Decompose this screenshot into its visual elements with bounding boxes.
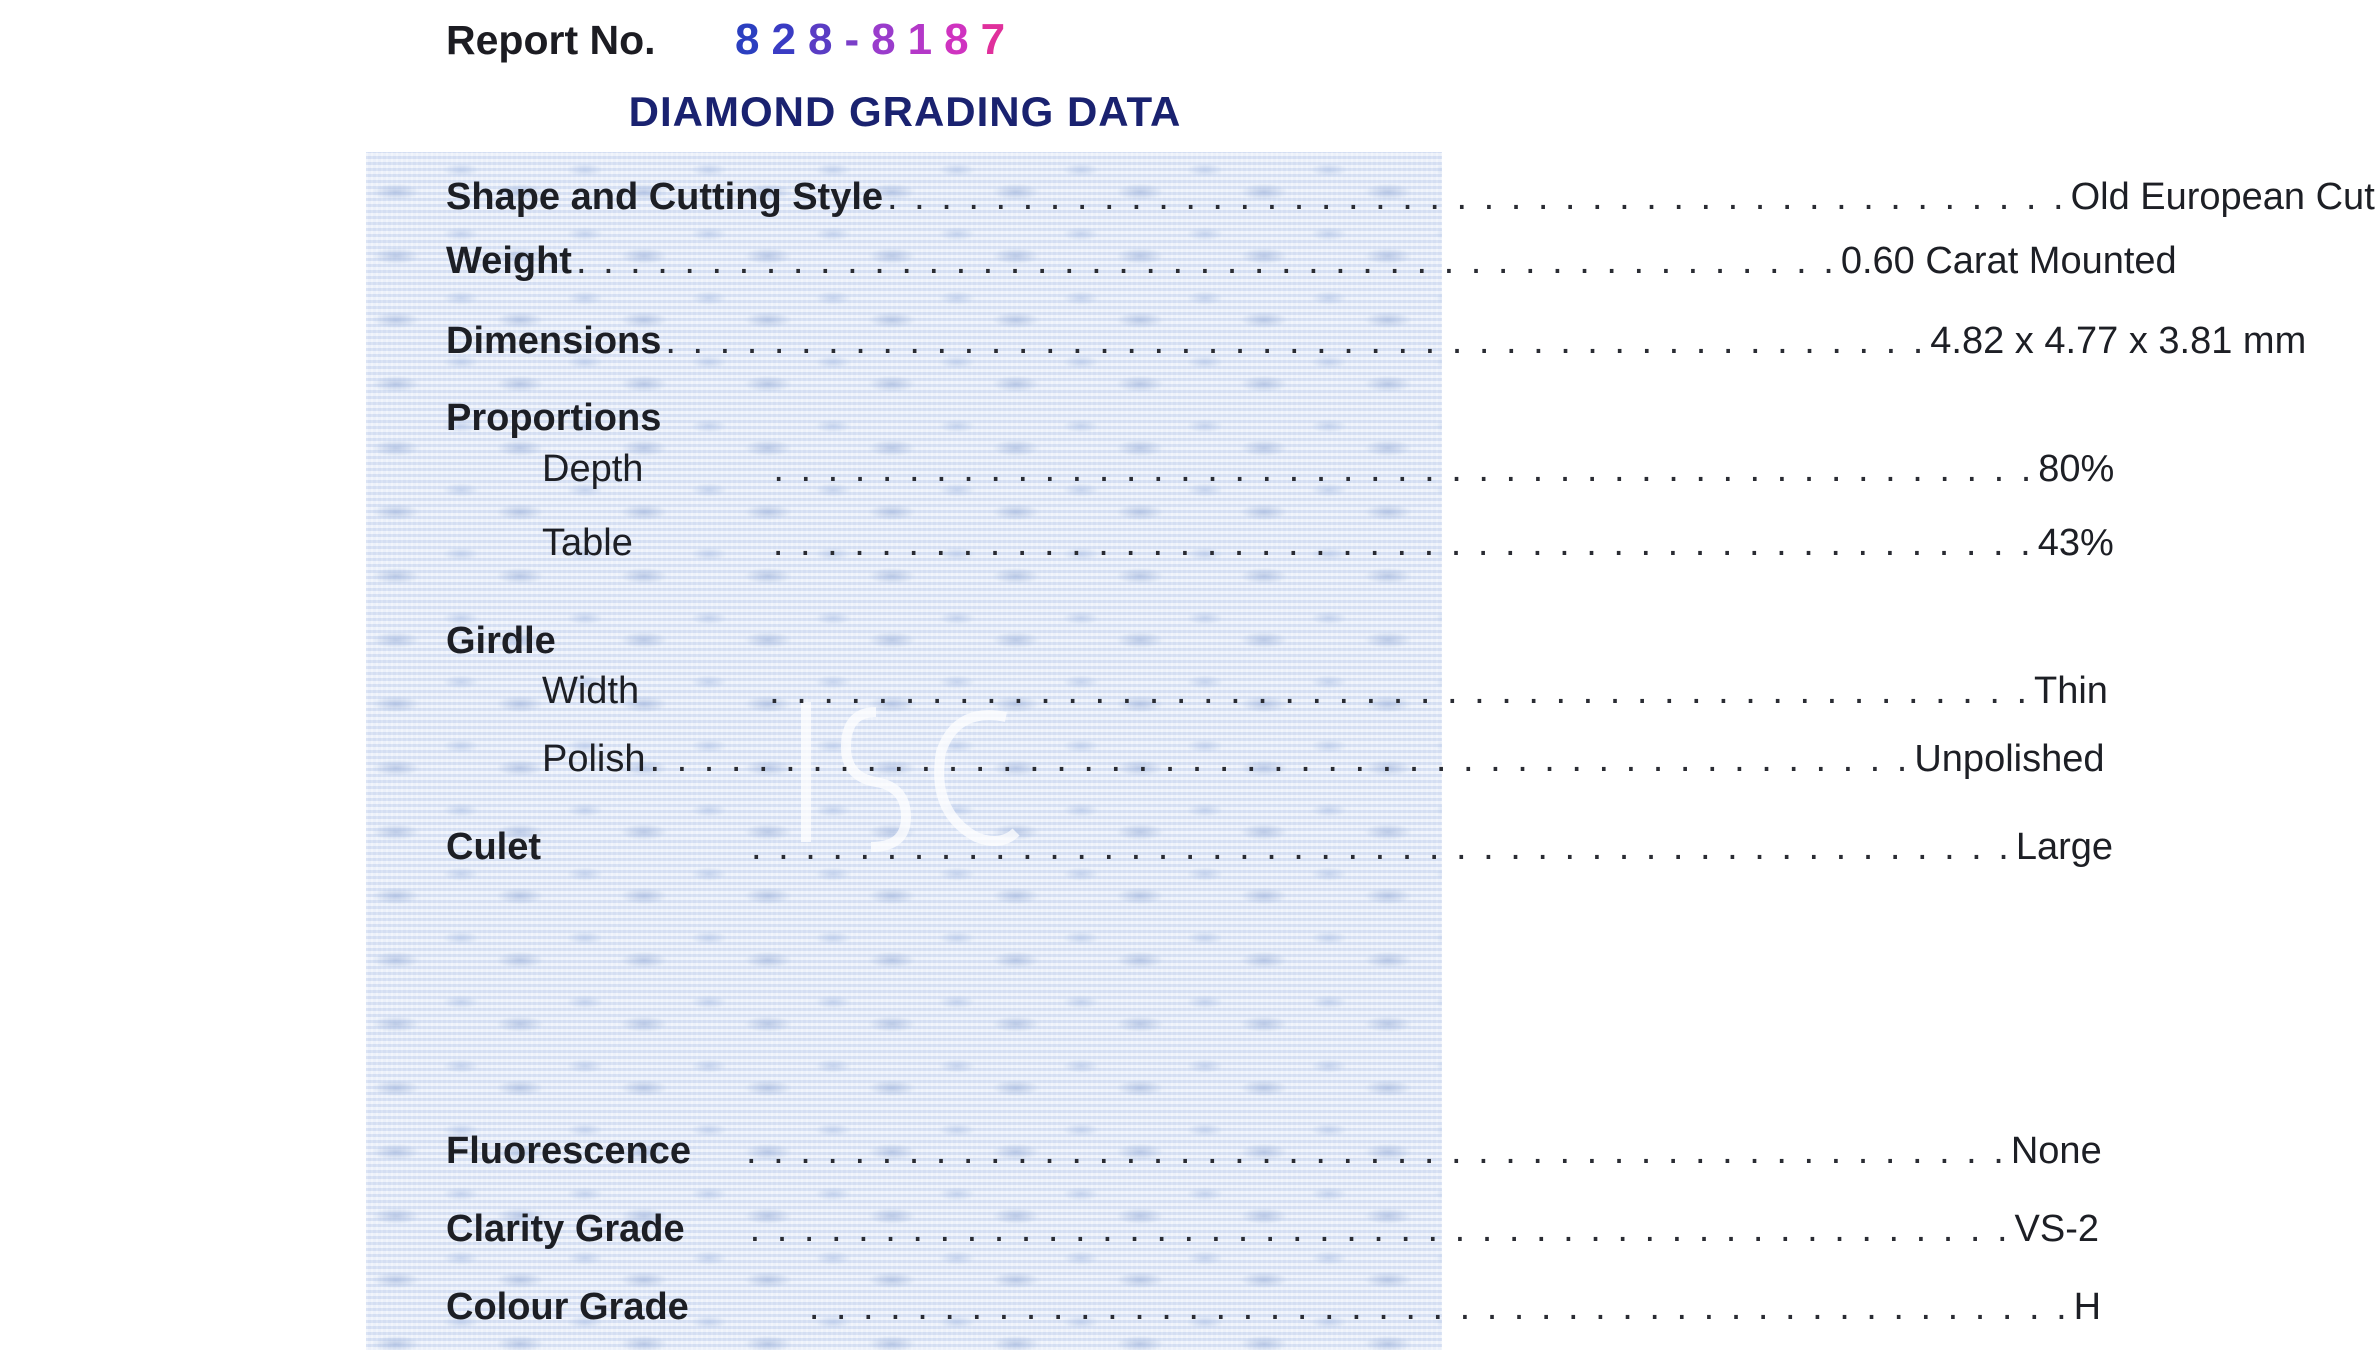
shape-row (446, 176, 2375, 219)
report-label: Report No. (446, 16, 656, 63)
shape-label: Shape and Cutting Style (446, 176, 884, 218)
fluorescence-value: None (2010, 1130, 2102, 1172)
shape-value: Old European Cut (2070, 176, 2375, 218)
dot-leader: . . . . . . . . . . . . . . . . . . . . . . . . . . . . . . . . . . . . . . . . . . . . (887, 176, 2067, 218)
table-row (542, 522, 2114, 565)
dot-leader: . . . . . . . . . . . . . . . . . . . . . . . . . . . . . . . . . . . . . . . . . . . . . . . (769, 670, 2030, 712)
girdle-width-value: Thin (2034, 670, 2108, 712)
girdle-polish-value: Unpolished (1914, 738, 2105, 780)
table-value: 43% (2037, 522, 2114, 564)
report-number-line (446, 10, 656, 70)
weight-row (446, 240, 2177, 283)
table-label: Table (542, 522, 633, 564)
culet-row (446, 826, 2114, 869)
culet-label: Culet (446, 826, 541, 868)
fluorescence-label: Fluorescence (446, 1130, 691, 1172)
dot-leader: . . . . . . . . . . . . . . . . . . . . . . . . . . . . . . . . . . . . . . . . . . . . . . . (746, 1130, 2007, 1172)
dot-leader: . . . . . . . . . . . . . . . . . . . . . . . . . . . . . . . . . . . . . . . . . . . . . . . (772, 522, 2034, 564)
weight-value: 0.60 Carat Mounted (1840, 240, 2177, 282)
depth-label: Depth (542, 448, 644, 490)
report-number-char: 7 (980, 15, 1012, 64)
dot-leader: . . . . . . . . . . . . . . . . . . . . . . . . . . . . . . . . . . . . . . . . . . . . . . . (575, 240, 1837, 282)
depth-value: 80% (2038, 448, 2115, 490)
culet-value: Large (2015, 826, 2114, 868)
clarity-row (446, 1208, 2099, 1251)
report-number-char: - (844, 15, 866, 64)
dot-leader: . . . . . . . . . . . . . . . . . . . . . . . . . . . . . . . . . . . . . . . . . . . . . . . (749, 1208, 2011, 1250)
weight-label: Weight (446, 240, 572, 282)
girdle-polish-label: Polish (542, 738, 646, 780)
colour-value: H (2073, 1286, 2102, 1328)
dot-leader: . . . . . . . . . . . . . . . . . . . . . . . . . . . . . . . . . . . . . . . . . . . . . . . (649, 738, 1911, 780)
colour-label: Colour Grade (446, 1286, 689, 1328)
fluorescence-row (446, 1130, 2102, 1173)
girdle-polish-row (542, 738, 2105, 781)
dot-leader: . . . . . . . . . . . . . . . . . . . . . . . . . . . . . . . . . . . . . . . . . . . . . . . (751, 826, 2012, 868)
document-title: DIAMOND GRADING DATA (628, 88, 1182, 135)
report-number-char: 2 (771, 15, 802, 64)
report-number-char: 8 (871, 15, 902, 64)
girdle-width-label: Width (542, 670, 640, 712)
dimensions-label: Dimensions (446, 320, 662, 362)
girdle-heading: Girdle (446, 620, 556, 662)
grading-data-panel (366, 152, 2375, 1350)
dimensions-row (446, 320, 2307, 363)
girdle-width-row (542, 670, 2108, 713)
report-number-char: 8 (807, 15, 839, 64)
dot-leader: . . . . . . . . . . . . . . . . . . . . . . . . . . . . . . . . . . . . . . . . . . . . . . . (773, 448, 2035, 490)
dot-leader: . . . . . . . . . . . . . . . . . . . . . . . . . . . . . . . . . . . . . . . . . . . . . . . (665, 320, 1927, 362)
clarity-value: VS-2 (2014, 1208, 2099, 1250)
proportions-heading: Proportions (446, 397, 662, 439)
colour-row (446, 1286, 2102, 1329)
report-number-char: 8 (944, 15, 975, 64)
dot-leader: . . . . . . . . . . . . . . . . . . . . . . . . . . . . . . . . . . . . . . . . . . . . . . . (808, 1286, 2070, 1328)
report-number-char: 1 (907, 15, 939, 64)
report-number (735, 10, 1017, 70)
clarity-label: Clarity Grade (446, 1208, 685, 1250)
depth-row (542, 448, 2115, 491)
report-number-char: 8 (735, 15, 766, 64)
dimensions-value: 4.82 x 4.77 x 3.81 mm (1930, 320, 2307, 362)
